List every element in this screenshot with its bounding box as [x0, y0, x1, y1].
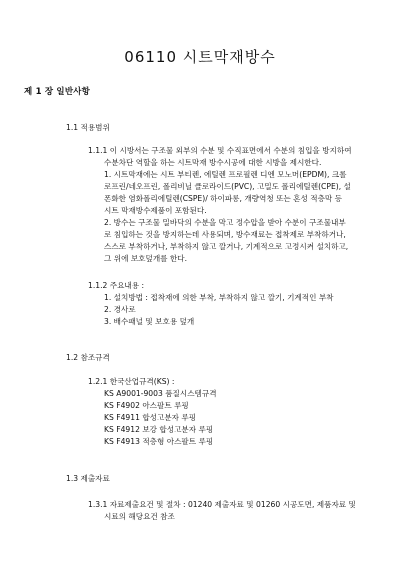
chapter-heading: 제 1 장 일반사항: [24, 87, 91, 97]
section-heading-1-3: 1.3 제출자료: [66, 474, 110, 483]
section-heading-1-1: 1.1 적용범위: [66, 123, 110, 132]
clause-1-1-1-line: 시트 막재방수제품이 포함된다.: [104, 206, 207, 215]
clause-1-1-1-line: 로 침입하는 것을 방지하는데 사용되며, 방수재료는 접착제로 부착하거나,: [104, 230, 346, 239]
list-item: KS F4911 합성고분자 루핑: [104, 413, 197, 422]
clause-1-3-1-line: 시료의 해당요건 참조: [104, 512, 175, 521]
list-item: 2. 경사로: [104, 305, 136, 314]
clause-1-1-1: 1.1.1 이 시방서는 구조물 외부의 수분 및 수직표면에서 수분의 침입을 방지하여: [88, 146, 352, 155]
list-item: KS F4913 적층형 아스팔트 루핑: [104, 437, 214, 446]
list-item: KS A9001-9003 품질시스템규격: [104, 389, 217, 398]
clause-1-1-1-line: 수분차단 역할을 하는 시트막재 방수시공에 대한 시방을 제시한다.: [104, 158, 322, 167]
clause-1-1-1-line: 폰화한 염화폴리에틸렌(CSPE)/ 하이파롱, 개량역청 또는 혼성 적층막 등: [104, 194, 343, 203]
list-item: KS F4912 보강 합성고분자 루핑: [104, 425, 214, 434]
page-title: 06110 시트막재방수: [124, 48, 276, 66]
clause-1-1-1-line: 2. 방수는 구조물 밀바닥의 수분을 막고 정수압을 받아 수분이 구조물내부: [104, 218, 346, 227]
clause-1-3-1: 1.3.1 자료제출요건 및 절차 : 01240 제출자료 및 01260 시공도면, 제품자료 및: [88, 500, 356, 509]
section-heading-1-2: 1.2 참조규격: [66, 353, 110, 362]
list-item: KS F4902 아스팔트 루핑: [104, 401, 189, 410]
clause-1-1-1-line: 1. 시트막재에는 시트 부티렌, 에틸렌 프로필렌 디엔 모노머(EPDM), 크롤: [104, 170, 347, 179]
clause-1-1-1-line: 스스로 부착하거나, 부착하지 않고 깔거나, 기계적으로 고정시켜 설치하고,: [104, 242, 349, 251]
clause-1-1-2: 1.1.2 주요내용 :: [88, 281, 145, 290]
list-item: 3. 배수패널 및 보호용 덮개: [104, 317, 195, 326]
clause-1-1-1-line: 그 위에 보호덮개를 한다.: [104, 254, 188, 263]
clause-1-1-1-line: 로프린/네오프린, 폴리비닐 클로라이드(PVC), 고밀도 폴리에틸렌(CPE), 설: [104, 182, 351, 191]
clause-1-2-1: 1.2.1 한국산업규격(KS) :: [88, 377, 175, 386]
list-item: 1. 설치방법 : 접착재에 의한 부착, 부착하지 않고 깔기, 기계적인 부착: [104, 293, 334, 302]
